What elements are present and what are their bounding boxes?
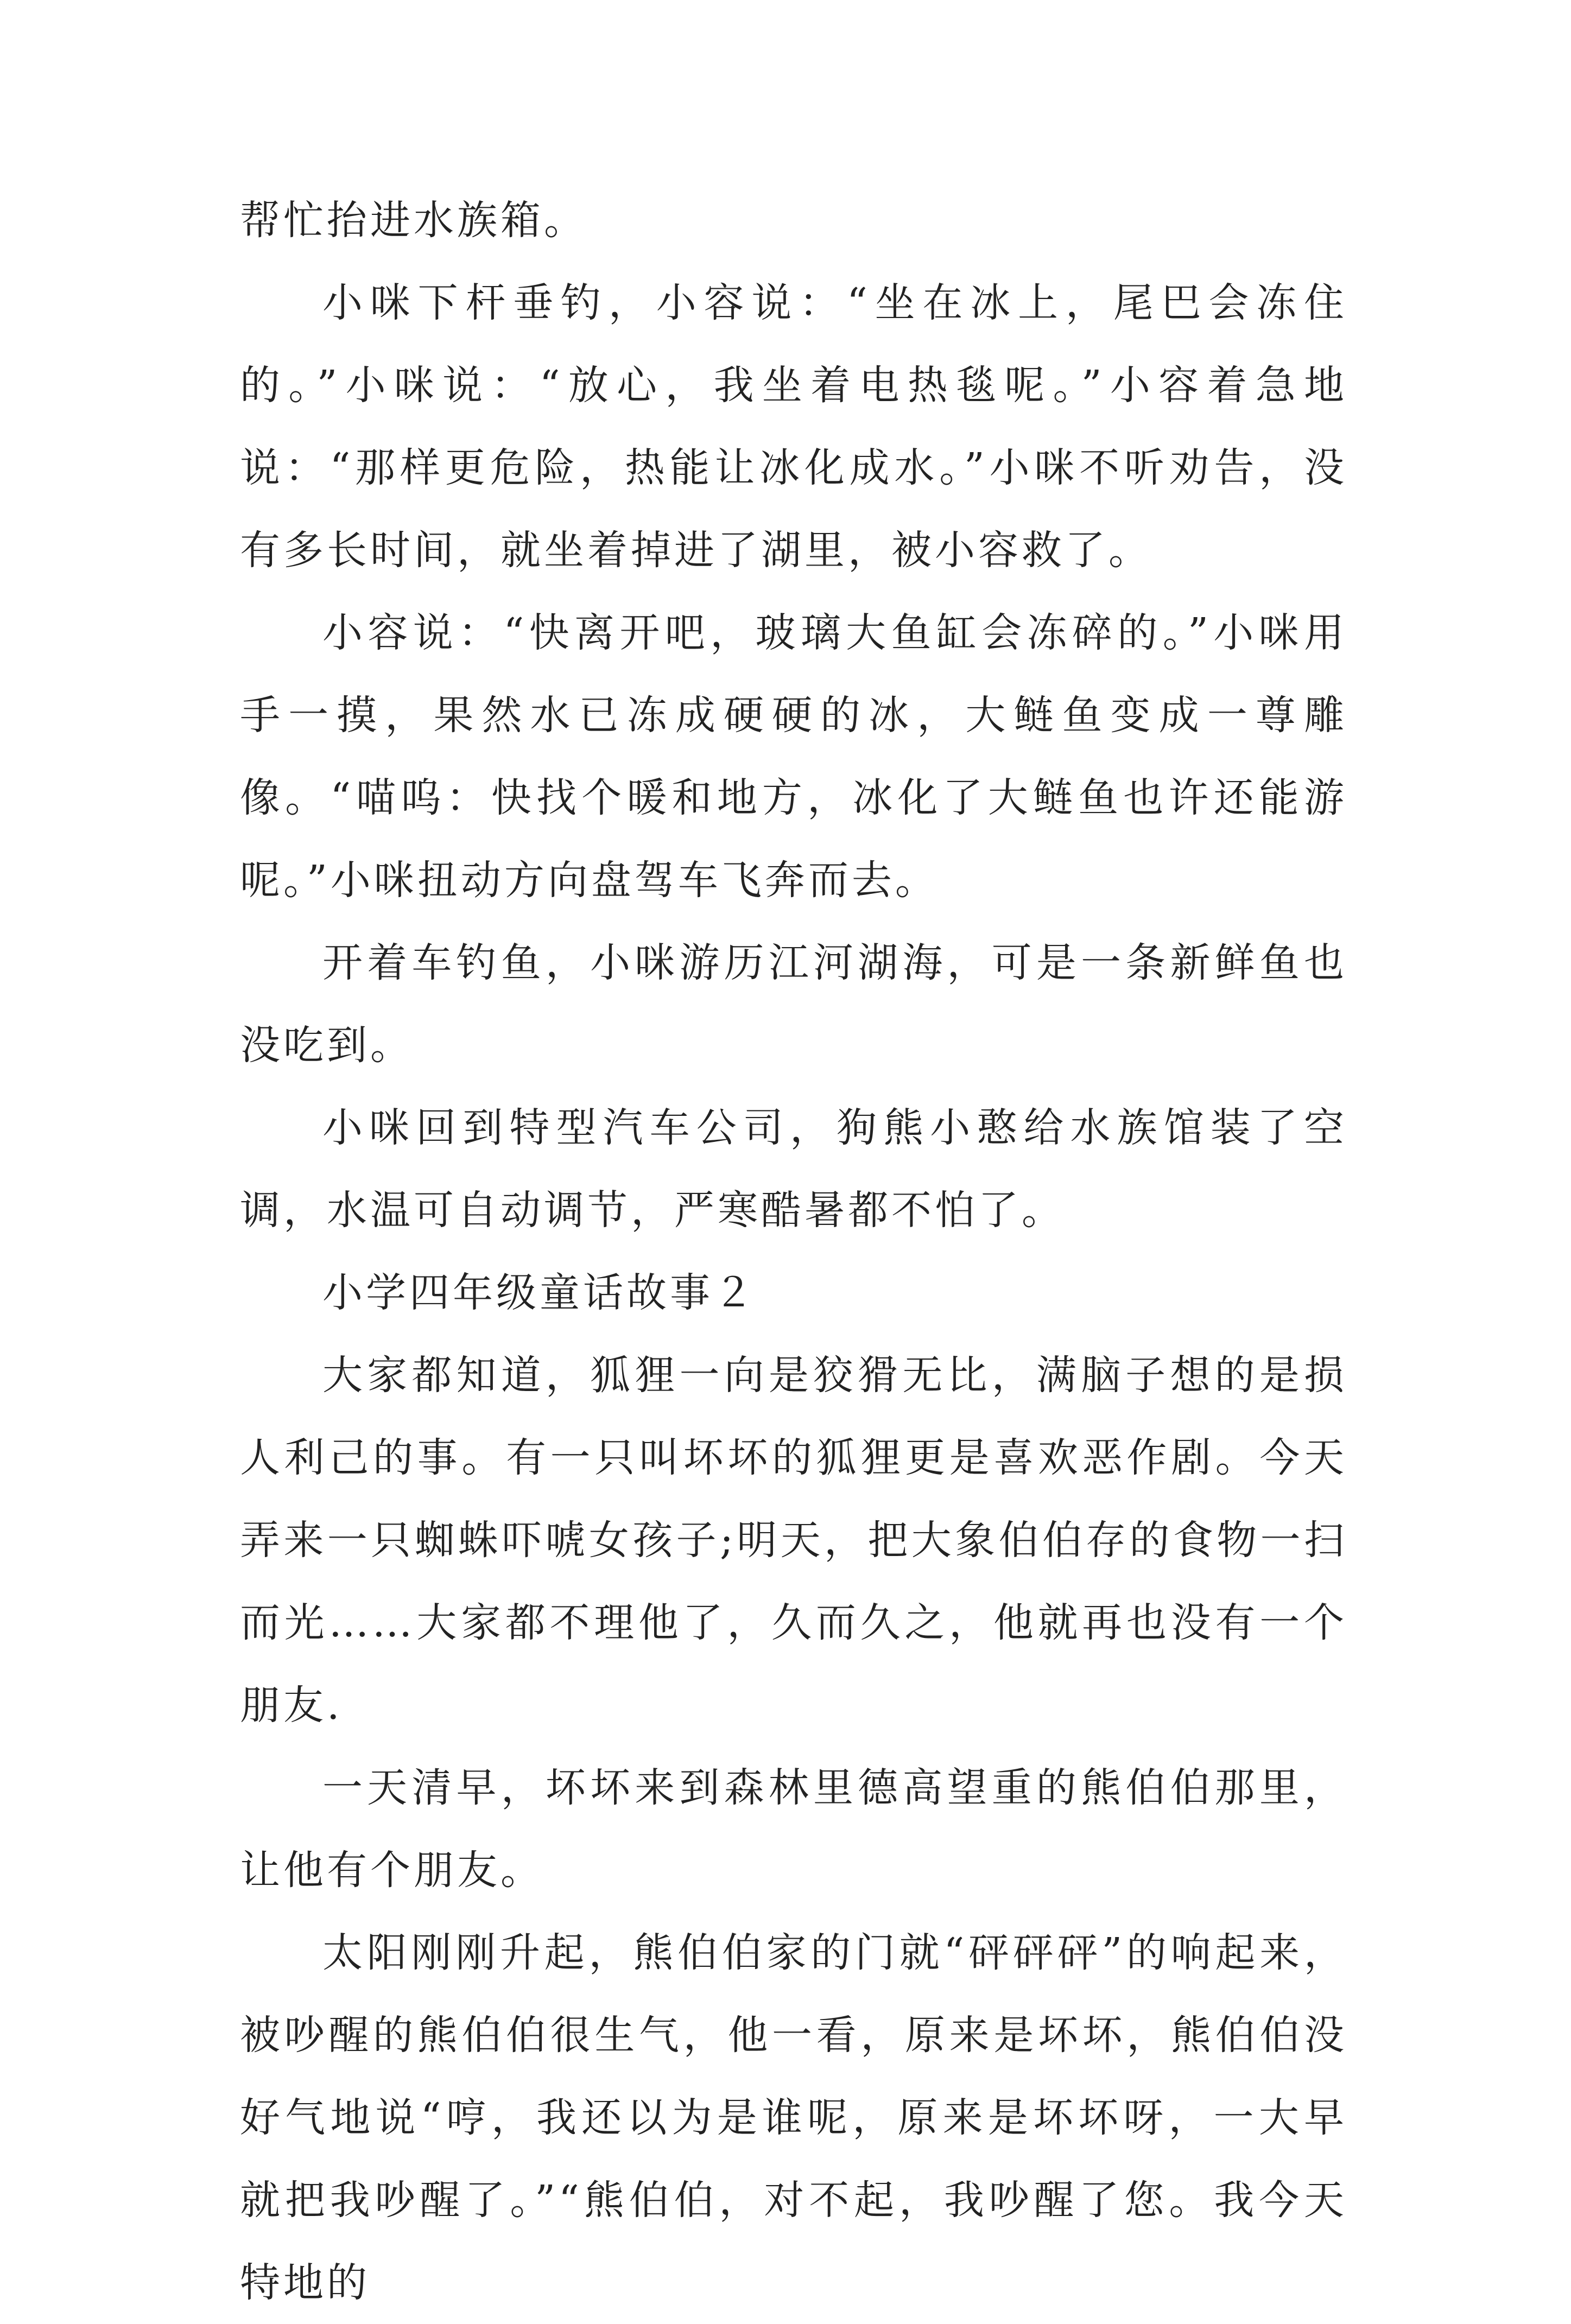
paragraph-1: 帮忙抬进水族箱。	[240, 197, 587, 244]
paragraph-4: 开着车钓鱼，小咪游历江河湖海，可是一条新鲜鱼也没吃到。	[240, 939, 1347, 1069]
section-heading: 小学四年级童话故事２	[322, 1269, 757, 1316]
paragraph-5: 小咪回到特型汽车公司，狗熊小憨给水族馆装了空调，水温可自动调节，严寒酷暑都不怕了。	[240, 1104, 1347, 1234]
paragraph-8: 太阳刚刚升起，熊伯伯家的门就“砰砰砰”的响起来，被吵醒的熊伯伯很生气，他一看，原来是坏坏，熊伯伯没好气地说“哼，我还以为是谁呢，原来是坏坏呀，一大早就把我吵醒了。”“熊伯伯，对不起，我吵醒了您。我今天特地的	[240, 1929, 1347, 2306]
paragraph-2: 小咪下杆垂钓，小容说：“坐在冰上，尾巴会冻住的。”小咪说：“放心，我坐着电热毯呢。”小容着急地说：“那样更危险，热能让冰化成水。”小咪不听劝告，没有多长时间，就坐着掉进了湖里，被小容救了。	[240, 280, 1347, 574]
body-text	[240, 179, 1347, 2324]
paragraph-7: 一天清早，坏坏来到森林里德高望重的熊伯伯那里，让他有个朋友。	[240, 1764, 1347, 1894]
paragraph-3: 小容说：“快离开吧，玻璃大鱼缸会冻碎的。”小咪用手一摸，果然水已冻成硬硬的冰，大鲢鱼变成一尊雕像。“喵呜：快找个暖和地方，冰化了大鲢鱼也许还能游呢。”小咪扭动方向盘驾车飞奔而去。	[240, 609, 1347, 904]
paragraph-6: 大家都知道，狐狸一向是狡猾无比，满脑子想的是损人利己的事。有一只叫坏坏的狐狸更是喜欢恶作剧。今天弄来一只蜘蛛吓唬女孩子;明天，把大象伯伯存的食物一扫而光……大家都不理他了，久而久之，他就再也没有一个朋友.	[240, 1352, 1347, 1729]
